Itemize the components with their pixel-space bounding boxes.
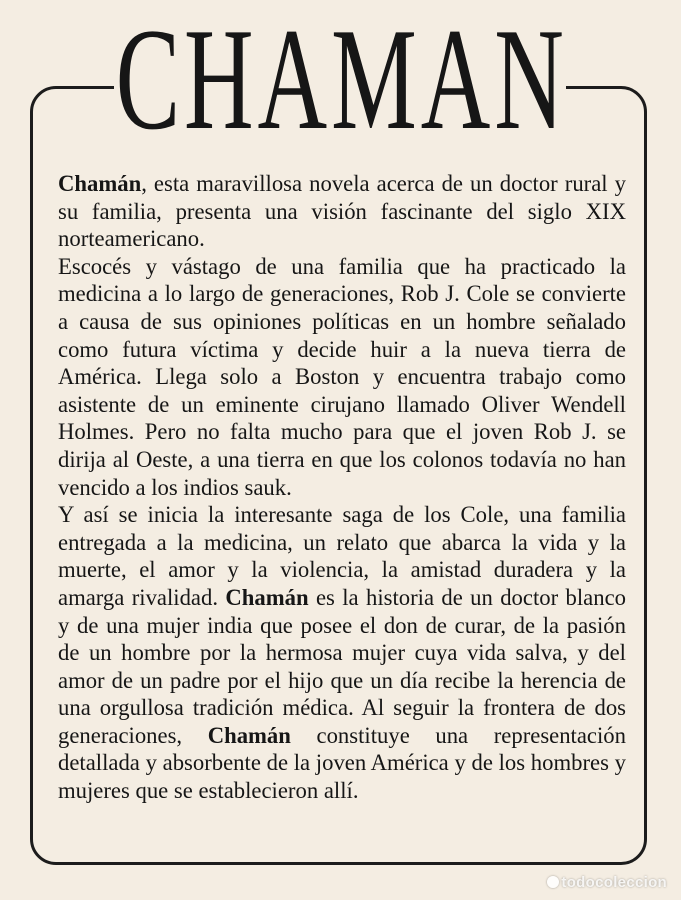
paragraph-3-text-b: es la historia de un doctor blanco y de una mujer india que posee el don de curar, de la pasión de un hombre por la hermosa mujer cuya vida salva, y del amor de un padre por el hijo que un día recibe la herencia de una orgullosa tradición médica. Al seguir la frontera de dos generaciones,	[58, 584, 627, 748]
paragraph-1	[58, 170, 626, 253]
paragraph-3-text-a: Y así se inicia la interesante saga de los Cole, una familia entregada a la medicina, un relato que abarca la vida y la muerte, el amor y la violencia, la amistad duradera y la amarga rivalidad.	[58, 502, 626, 610]
watermark-logo-icon	[547, 876, 559, 888]
century-numeral: XIX	[585, 198, 626, 224]
book-title: CHAMAN	[115, 0, 568, 160]
synopsis-text	[58, 170, 626, 805]
paragraph-1-text-b: norteamericano.	[58, 226, 205, 252]
bold-title-mention: Chamán	[58, 171, 142, 196]
watermark	[547, 874, 667, 891]
watermark-text: todocoleccion	[561, 874, 667, 891]
paragraph-1-text-a: , esta maravillosa novela acerca de un doctor rural y su familia, presenta una visión fascinante del siglo	[58, 171, 626, 224]
paragraph-3	[58, 501, 626, 805]
bold-title-mention: Chamán	[207, 722, 291, 748]
paragraph-3-text-c: constituye una representación detallada y absorbente de la joven América y de los hombres y mujeres que se establecieron allí.	[58, 722, 626, 804]
bold-title-mention: Chamán	[225, 584, 309, 610]
paragraph-2: Escocés y vástago de una familia que ha practicado la medicina a lo largo de generaciones, Rob J. Cole se convierte a causa de sus opiniones políticas en un hombre señalado como futura víctima y decide huir a la nueva tierra de América. Llega solo a Boston y encuentra trabajo como asistente de un eminente cirujano llamado Oliver Wendell Holmes. Pero no falta mucho para que el joven Rob J. se dirija al Oeste, a una tierra en que los colonos todavía no han vencido a los indios sauk.	[58, 253, 626, 500]
